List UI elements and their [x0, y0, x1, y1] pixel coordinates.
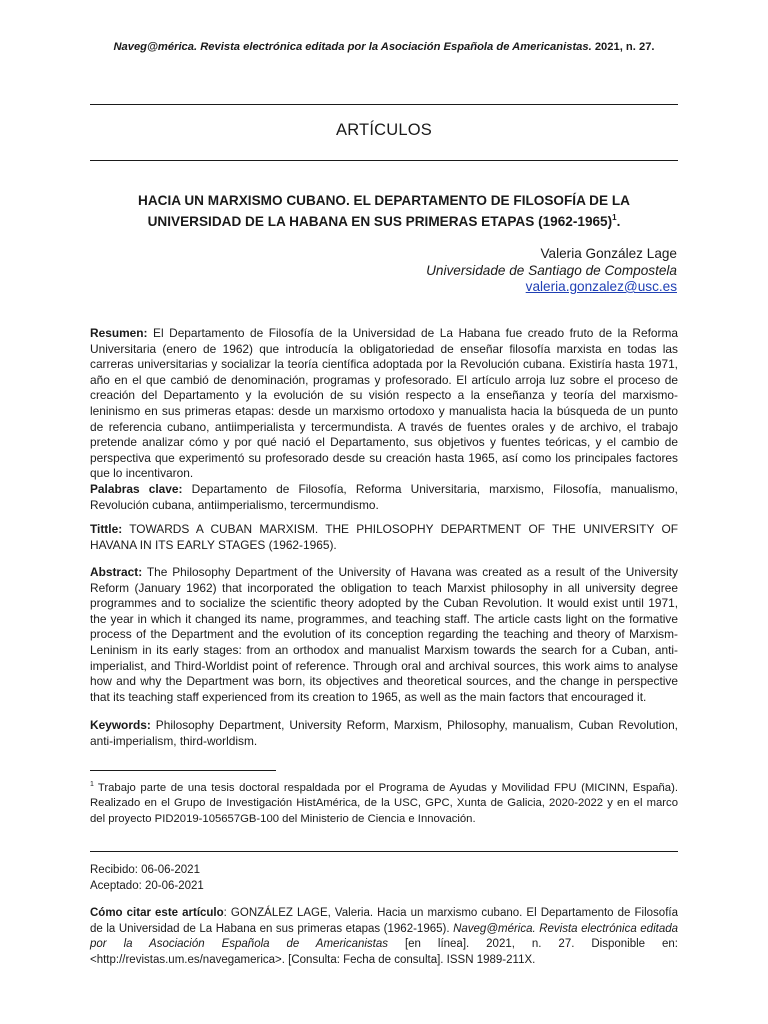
keywords-label: Keywords:: [90, 718, 151, 732]
citation-paragraph: [90, 906, 678, 968]
footnote-rule: [90, 770, 276, 771]
english-title-text: TOWARDS A CUBAN MARXISM. THE PHILOSOPHY DEPARTMENT OF THE UNIVERSITY OF HAVANA IN ITS EARLY STAGES (1962-1965).: [90, 522, 678, 552]
palabras-clave-text: Departamento de Filosofía, Reforma Universitaria, marxismo, Filosofía, manualismo, Revolución cubana, antiimperialismo, tercermundismo.: [90, 482, 678, 512]
article-title: [90, 192, 678, 230]
dates-block: [90, 863, 204, 894]
resumen-paragraph: [90, 326, 678, 482]
running-header: [0, 41, 768, 53]
citation-text-2: [en línea]. 2021, n. 27. Disponible en: <http://revistas.um.es/navegamerica>. [Consulta: Fecha de consulta]. ISSN 1989-211X.: [90, 938, 678, 966]
author-name: Valeria González Lage: [540, 246, 677, 261]
keywords-paragraph: [90, 718, 678, 749]
header-rule-bottom: [90, 160, 678, 161]
accepted-date: Aceptado: 20-06-2021: [90, 879, 204, 892]
author-block: [426, 246, 677, 296]
english-title-label: Tittle:: [90, 522, 123, 536]
title-footnote-mark[interactable]: 1: [612, 213, 617, 222]
received-date: Recibido: 06-06-2021: [90, 864, 200, 876]
author-email-link[interactable]: valeria.gonzalez@usc.es: [525, 279, 677, 294]
author-affiliation: Universidade de Santiago de Compostela: [426, 262, 677, 278]
english-title-paragraph: [90, 522, 678, 553]
section-title: ARTÍCULOS: [336, 121, 432, 139]
journal-issue: 2021, n. 27.: [591, 41, 655, 53]
article-title-suffix: .: [616, 214, 621, 229]
resumen-text: El Departamento de Filosofía de la Universidad de La Habana fue creado fruto de la Reforma Universitaria (enero de 1962) que introducía la obligatoriedad de enseñar filosofía marxista en todas las carreras universitarias y socializar la teoría científica adoptada por la Revolución cubana. Existiría hasta 1971, año en el que cambió de denominación, programas y profesorado. El artículo arroja luz sobre el proceso de creación del Departamento y la evolución de su visión respecto a la enseñanza y teoría del marxismo-leninismo en sus primeras etapas: desde un marxismo ortodoxo y manualista hacia la búsqueda de un punto de referencia cubano, antiimperialista y tercermundista. A través de fuentes orales y de archivo, el trabajo pretende analizar cómo y por qué nació el Departamento, sus objetivos y fuentes teóricas, y el cambio de perspectiva que experimentó su profesorado desde su creación hasta 1965, así como los principales factores que lo incentivaron.: [90, 326, 678, 481]
resumen-label: Resumen:: [90, 326, 148, 340]
citation-text-1: : GONZÁLEZ LAGE, Valeria. Hacia un marxismo cubano. El Departamento de Filosofía de la Universidad de La Habana en sus primeras etapas (1962-1965).: [90, 907, 678, 935]
abstract-text: The Philosophy Department of the University of Havana was created as a result of the University Reform (January 1962) that incorporated the obligation to teach Marxist philosophy in all university degree programmes and to socialize the scientific theory adopted by the Cuban Revolution. It would exist until 1971, the year in which it changed its name, programmes, and teaching staff. The article casts light on the formative process of the Department and the evolution of its conception regarding the teaching and theory of Marxism-Leninism in its early stages: from an orthodox and manualist Marxism towards the search for a Cuban, anti-imperialist, and Third-Worldist point of reference. Through oral and archival sources, this work aims to analyse how and why the Department was born, its objectives and theoretical sources, and the change in perspective that its teaching staff experienced from its creation to 1965, as well as the main factors that encouraged it.: [90, 565, 678, 704]
palabras-clave-label: Palabras clave:: [90, 482, 183, 496]
header-rule-top: [90, 104, 678, 105]
dates-rule: [90, 851, 678, 852]
citation-label: Cómo citar este artículo: [90, 907, 224, 919]
footnote: [90, 777, 678, 827]
footnote-text: Trabajo parte de una tesis doctoral respaldada por el Programa de Ayudas y Movilidad FPU (MICINN, España). Realizado en el Grupo de Investigación HistAmérica, de la USC, GPC, Xunta de Galicia, 2020-2022 y en el marco del proyecto PID2019-105657GB-100 del Ministerio de Ciencia e Innovación.: [90, 782, 678, 825]
keywords-text: Philosophy Department, University Reform, Marxism, Philosophy, manualism, Cuban Revolution, anti-imperialism, third-worldism.: [90, 718, 678, 748]
abstract-label: Abstract:: [90, 565, 143, 579]
footnote-mark: 1: [90, 781, 94, 788]
article-title-text: HACIA UN MARXISMO CUBANO. EL DEPARTAMENTO DE FILOSOFÍA DE LA UNIVERSIDAD DE LA HABANA EN SUS PRIMERAS ETAPAS (1962-1965): [138, 193, 630, 229]
journal-name: Naveg@mérica. Revista electrónica editada por la Asociación Española de Americanistas.: [113, 41, 592, 53]
abstract-paragraph: [90, 565, 678, 705]
citation-journal: Naveg@mérica. Revista electrónica editada por la Asociación Española de Americanistas: [90, 922, 679, 951]
palabras-clave-paragraph: [90, 482, 678, 513]
